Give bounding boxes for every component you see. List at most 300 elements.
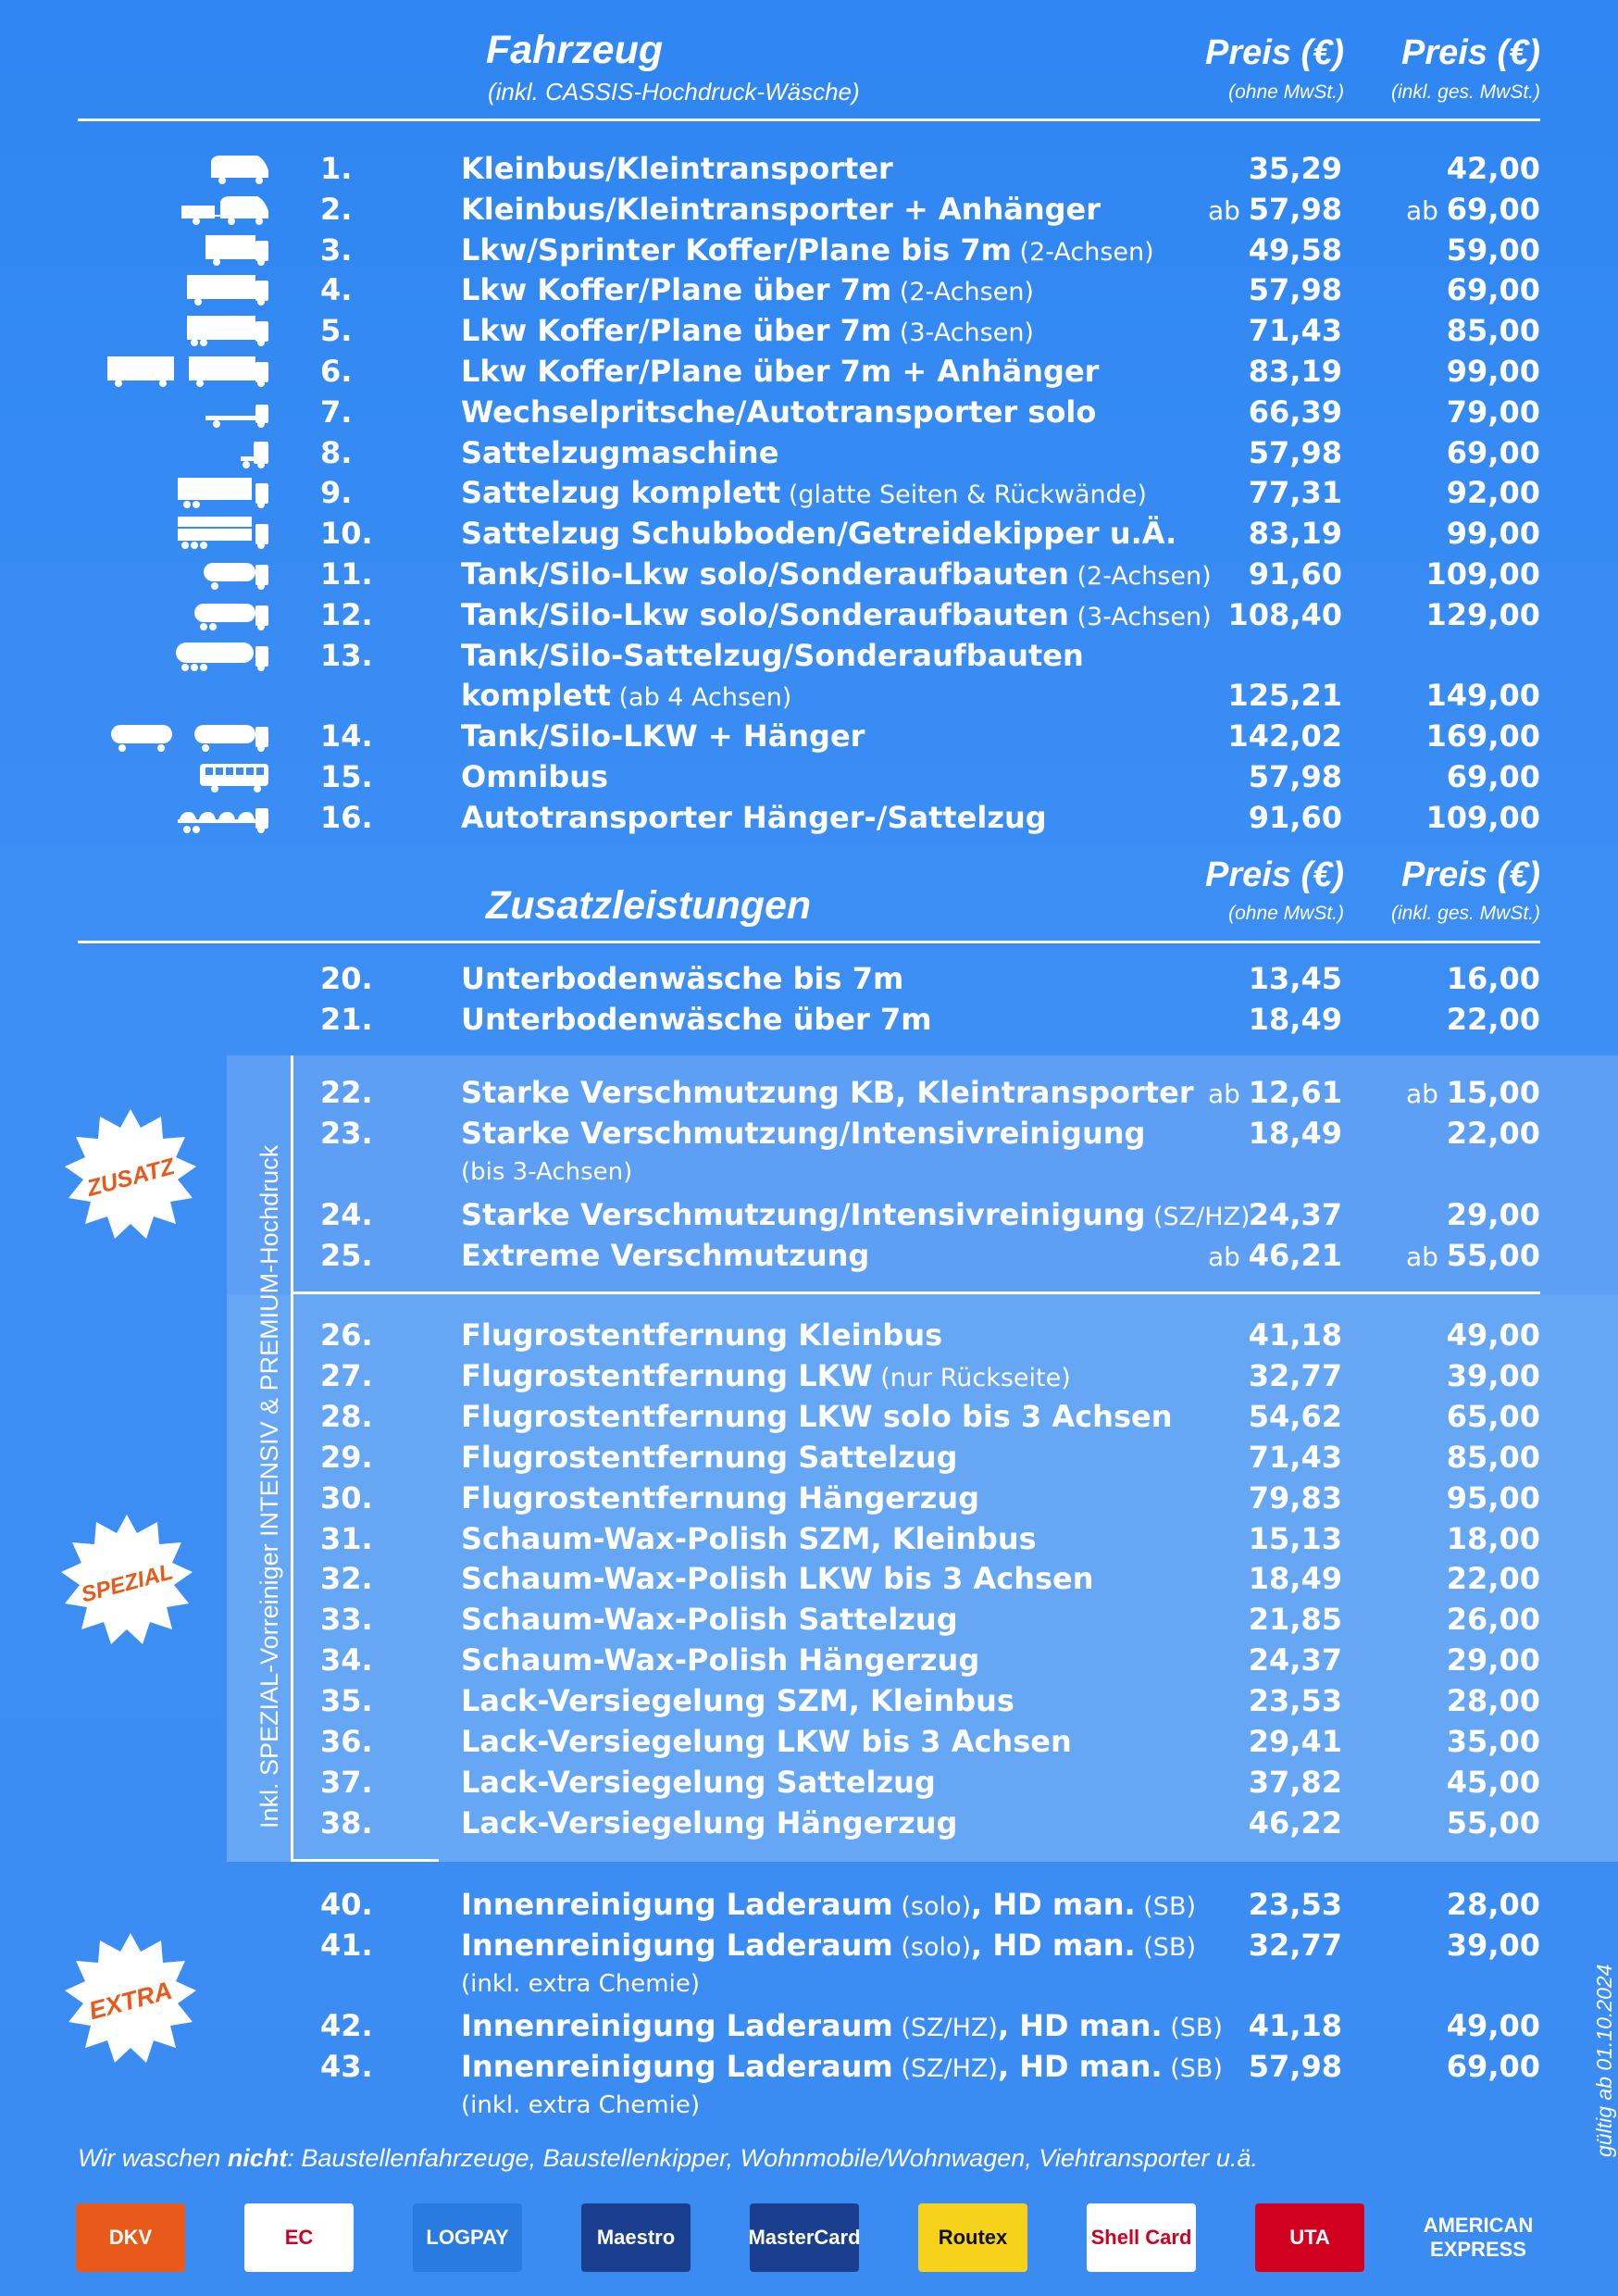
item-label: [461, 1599, 958, 1640]
price-net: [1228, 594, 1342, 635]
price-net: [1249, 472, 1342, 513]
ab-prefix: ab: [1405, 1079, 1447, 1109]
van-trailer-icon: [85, 191, 270, 231]
price-net: [1208, 189, 1342, 231]
section-subtitle-fahrzeug: (inkl. CASSIS-Hochdruck-Wäsche): [488, 78, 860, 106]
price-gross: [1447, 999, 1540, 1040]
price-gross: [1447, 392, 1540, 432]
price-net-value: 49,58: [1248, 232, 1342, 268]
item-label-text: komplett: [461, 678, 611, 713]
payment-logo-uta: UTA: [1255, 2203, 1364, 2272]
item-label: [461, 351, 1099, 392]
item-number: 1.: [320, 151, 353, 186]
price-gross: [1447, 1640, 1540, 1680]
price-row: [0, 1315, 1618, 1355]
item-label-text-2: , HD man.: [971, 1928, 1136, 1963]
item-number: 27.: [320, 1358, 373, 1393]
price-gross: [1447, 1194, 1540, 1235]
price-row: [0, 1194, 1618, 1235]
item-number: 13.: [320, 638, 373, 673]
item-number: 36.: [320, 1724, 373, 1759]
price-net-value: 23,53: [1248, 1683, 1342, 1718]
price-net: [1208, 1072, 1342, 1115]
price-net-value: 15,13: [1248, 1521, 1342, 1556]
price-net-value: 21,85: [1248, 1602, 1342, 1637]
price-gross: [1447, 1803, 1540, 1843]
price-gross: [1447, 1478, 1540, 1518]
price-row: [0, 958, 1618, 999]
item-label-text: Flugrostentfernung Hängerzug: [461, 1480, 980, 1516]
item-label: [461, 1315, 942, 1355]
item-label: [461, 1518, 1037, 1559]
price-net: [1228, 675, 1342, 716]
ab-prefix: ab: [1405, 195, 1447, 226]
price-gross: [1447, 2005, 1540, 2046]
item-label: [461, 1355, 1071, 1399]
price-net-value: 91,60: [1248, 556, 1342, 592]
ab-prefix: ab: [1207, 195, 1249, 226]
price-gross-value: 109,00: [1425, 800, 1540, 835]
price-net-value: 71,43: [1248, 1440, 1342, 1475]
price-gross: [1426, 554, 1540, 594]
price-gross-value: 65,00: [1446, 1399, 1540, 1434]
truck-trailer-icon: [85, 353, 270, 393]
item-label: [461, 1113, 1145, 1154]
item-number: 24.: [320, 1197, 373, 1232]
price-net-value: 46,22: [1248, 1805, 1342, 1841]
zusatz-badge: [61, 1107, 200, 1246]
item-number: 42.: [320, 2008, 373, 2043]
item-label: [461, 189, 1101, 230]
item-label-text: Autotransporter Hänger-/Sattelzug: [461, 800, 1047, 835]
item-label-text: Schaum-Wax-Polish SZM, Kleinbus: [461, 1521, 1037, 1556]
item-label: [461, 1762, 936, 1803]
item-note: (2-Achsen): [891, 278, 1034, 306]
item-note: (3-Achsen): [1068, 603, 1212, 631]
price-gross: [1426, 797, 1540, 838]
price-net-value: 32,77: [1248, 1928, 1342, 1963]
price-net: [1249, 999, 1342, 1040]
item-number: 33.: [320, 1602, 373, 1637]
divider-zusatz: [78, 941, 1540, 943]
item-label-text: Lack-Versiegelung SZM, Kleinbus: [461, 1683, 1014, 1718]
price-gross: [1447, 472, 1540, 513]
item-label: [461, 230, 1154, 273]
price-net: [1249, 1355, 1342, 1396]
price-row: [0, 1355, 1618, 1396]
item-note: (SZ/HZ): [892, 2054, 998, 2083]
price-gross: [1447, 148, 1540, 189]
item-label-text: Sattelzugmaschine: [461, 435, 779, 470]
price-row: [0, 1925, 1618, 1965]
item-subline: (inkl. extra Chemie): [461, 2091, 700, 2119]
item-note-2: (SB): [1162, 2054, 1223, 2083]
payment-logo-shell-card: Shell Card: [1087, 2203, 1196, 2272]
price-gross-value: 26,00: [1446, 1602, 1540, 1637]
item-label: [461, 2005, 1223, 2049]
item-number: 34.: [320, 1642, 373, 1678]
price-net-value: 18,49: [1248, 1116, 1342, 1151]
item-label-text: Starke Verschmutzung KB, Kleintransporter: [461, 1075, 1194, 1110]
price-gross: [1447, 310, 1540, 351]
item-number: 32.: [320, 1561, 373, 1596]
item-label: [461, 1396, 1172, 1437]
item-label: [461, 756, 608, 797]
payment-logo-ec: EC: [244, 2203, 354, 2272]
price-gross-value: 18,00: [1446, 1521, 1540, 1556]
item-label-text: Tank/Silo-Lkw solo/Sonderaufbauten: [461, 597, 1069, 632]
price-gross: [1447, 1925, 1540, 1965]
price-gross: [1447, 1396, 1540, 1437]
item-number: 40.: [320, 1887, 373, 1922]
item-note-2: (SB): [1135, 1933, 1196, 1962]
item-note: (nur Rückseite): [872, 1364, 1071, 1392]
item-label: [461, 1721, 1072, 1762]
price-row: [0, 1518, 1618, 1559]
item-label: [461, 269, 1034, 313]
price-gross: [1447, 756, 1540, 797]
item-label-text: Schaum-Wax-Polish LKW bis 3 Achsen: [461, 1561, 1094, 1596]
price-net: [1249, 230, 1342, 270]
item-label-text: Sattelzug komplett: [461, 475, 781, 510]
price-net: [1249, 148, 1342, 189]
item-label-text: Lkw Koffer/Plane über 7m: [461, 313, 892, 348]
item-number: 4.: [320, 272, 353, 307]
item-number: 23.: [320, 1116, 373, 1151]
validity-note: gültig ab 01.10.2024: [1592, 1964, 1616, 2157]
item-label-text: Omnibus: [461, 759, 609, 794]
price-net-value: 32,77: [1248, 1358, 1342, 1393]
item-label-text: Flugrostentfernung Sattelzug: [461, 1440, 958, 1475]
footer-emphasis: nicht: [227, 2144, 288, 2172]
price-gross: [1447, 2046, 1540, 2087]
price-net-value: 23,53: [1248, 1887, 1342, 1922]
item-number: 26.: [320, 1317, 373, 1353]
item-note: (2-Achsen): [1068, 562, 1212, 591]
col1-title-2: Preis (€): [1205, 855, 1344, 894]
price-net: [1249, 756, 1342, 797]
price-net: [1249, 2046, 1342, 2087]
price-gross: [1447, 1721, 1540, 1762]
item-label: [461, 432, 778, 473]
tractor-unit-icon: [85, 434, 270, 475]
price-net-value: 57,98: [1248, 435, 1342, 470]
item-label-text-2: , HD man.: [971, 1887, 1136, 1922]
tank-truck-trailer-icon: [85, 718, 270, 758]
section-title-zusatz: Zusatzleistungen: [486, 883, 812, 928]
item-label: [461, 1884, 1196, 1928]
price-gross-value: 29,00: [1446, 1642, 1540, 1678]
price-gross-value: 29,00: [1446, 1197, 1540, 1232]
item-label: [461, 1803, 957, 1843]
price-gross: [1426, 716, 1540, 756]
price-row: [0, 1396, 1618, 1437]
item-label: [461, 716, 865, 756]
price-net: [1249, 1721, 1342, 1762]
item-label-text: Unterbodenwäsche über 7m: [461, 1002, 932, 1037]
box-truck-3axle-icon: [85, 312, 270, 353]
box-truck-icon: [85, 271, 270, 312]
price-gross-value: 69,00: [1446, 272, 1540, 307]
price-net: [1249, 351, 1342, 392]
price-gross: [1447, 1518, 1540, 1559]
price-gross: [1406, 1235, 1540, 1278]
price-net: [1249, 392, 1342, 432]
price-row: [0, 1437, 1618, 1478]
price-net-value: 66,39: [1248, 394, 1342, 430]
price-gross: [1447, 1437, 1540, 1478]
item-number: 41.: [320, 1928, 373, 1963]
tank-truck-icon: [85, 555, 270, 596]
spezial-badge-text: SPEZIAL: [78, 1559, 176, 1608]
price-net: [1249, 1518, 1342, 1559]
price-gross: [1447, 1599, 1540, 1640]
price-net: [1249, 1558, 1342, 1599]
price-gross-value: 59,00: [1446, 232, 1540, 268]
item-number: 14.: [320, 718, 373, 754]
item-number: 7.: [320, 394, 353, 430]
item-label: [461, 1072, 1194, 1113]
price-gross: [1447, 269, 1540, 310]
price-net: [1249, 513, 1342, 554]
item-label-text: Wechselpritsche/Autotransporter solo: [461, 394, 1097, 430]
price-gross-value: 99,00: [1446, 516, 1540, 551]
col2-title: Preis (€): [1401, 33, 1540, 72]
item-label: [461, 310, 1034, 354]
item-label-text: Extreme Verschmutzung: [461, 1238, 870, 1273]
item-label: [461, 392, 1096, 432]
price-net: [1249, 269, 1342, 310]
item-number: 3.: [320, 232, 353, 268]
item-label-text-2: , HD man.: [997, 2049, 1163, 2084]
price-net-value: 18,49: [1248, 1002, 1342, 1037]
item-label: [461, 797, 1047, 838]
price-net-value: 79,83: [1248, 1480, 1342, 1516]
item-subline: (inkl. extra Chemie): [461, 1970, 700, 1998]
spezial-badge: [57, 1513, 196, 1652]
ab-prefix: ab: [1207, 1079, 1249, 1109]
price-gross-value: 95,00: [1446, 1480, 1540, 1516]
car-transporter-icon: [85, 799, 270, 840]
price-gross-value: 69,00: [1446, 2049, 1540, 2084]
item-label-text: Lkw/Sprinter Koffer/Plane bis 7m: [461, 232, 1012, 268]
price-net-value: 77,31: [1248, 475, 1342, 510]
item-label-text: Lack-Versiegelung Sattelzug: [461, 1765, 936, 1800]
price-net-value: 91,60: [1248, 800, 1342, 835]
price-net-value: 83,19: [1248, 354, 1342, 389]
item-label-text: Schaum-Wax-Polish Hängerzug: [461, 1642, 980, 1678]
price-net-value: 13,45: [1248, 961, 1342, 996]
item-note: (3-Achsen): [891, 318, 1034, 347]
col2-subtitle-2: (inkl. ges. MwSt.): [1390, 903, 1540, 924]
price-net: [1249, 1478, 1342, 1518]
item-label-text: Kleinbus/Kleintransporter: [461, 151, 893, 186]
price-net-value: 57,98: [1248, 192, 1342, 227]
price-net-value: 29,41: [1248, 1724, 1342, 1759]
footer-rest: : Baustellenfahrzeuge, Baustellenkipper, Wohnmobile/Wohnwagen, Viehtransporter u.ä.: [287, 2144, 1258, 2172]
price-gross-value: 42,00: [1446, 151, 1540, 186]
price-gross-value: 149,00: [1425, 678, 1540, 713]
price-net-value: 142,02: [1227, 718, 1342, 754]
price-row: [0, 1113, 1618, 1154]
price-net: [1249, 554, 1342, 594]
item-number: 6.: [320, 354, 353, 389]
price-gross-value: 129,00: [1425, 597, 1540, 632]
price-net: [1249, 2005, 1342, 2046]
price-gross: [1447, 1315, 1540, 1355]
price-row: [0, 2046, 1618, 2087]
panel-bottom-divider: [291, 1859, 439, 1862]
item-number: 25.: [320, 1238, 373, 1273]
price-net: [1249, 1396, 1342, 1437]
price-row: [0, 1762, 1618, 1803]
item-note: (SZ/HZ): [892, 2014, 998, 2042]
price-gross-value: 92,00: [1446, 475, 1540, 510]
item-label: [461, 1925, 1196, 1968]
price-row: [0, 1235, 1618, 1276]
payment-logo-logpay: LOGPAY: [413, 2203, 522, 2272]
col1-subtitle: (ohne MwSt.): [1228, 81, 1344, 103]
item-label-text: Sattelzug Schubboden/Getreidekipper u.Ä.: [461, 516, 1177, 551]
price-row: [0, 1478, 1618, 1518]
price-gross: [1447, 513, 1540, 554]
item-number: 16.: [320, 800, 373, 835]
price-net-value: 125,21: [1227, 678, 1342, 713]
price-net-value: 35,29: [1248, 151, 1342, 186]
semi-truck-icon: [85, 474, 270, 515]
item-note: (solo): [892, 1933, 972, 1962]
item-note-2: (SB): [1162, 2014, 1223, 2042]
extra-badge-text: EXTRA: [85, 1976, 176, 2026]
vorreiniger-note: Inkl. SPEZIAL-Vorreiniger INTENSIV & PREMIUM-Hochdruck: [255, 1144, 283, 1828]
price-net-value: 57,98: [1248, 759, 1342, 794]
item-label-text: Flugrostentfernung Kleinbus: [461, 1317, 943, 1353]
price-gross: [1447, 351, 1540, 392]
price-gross-value: 39,00: [1446, 1928, 1540, 1963]
panel-divider: [291, 1292, 1540, 1294]
footer-prefix: Wir waschen: [78, 2144, 228, 2172]
item-label-text: Innenreinigung Laderaum: [461, 2049, 893, 2084]
payment-logo-routex: Routex: [918, 2203, 1027, 2272]
item-subline: (bis 3-Achsen): [461, 1158, 633, 1186]
price-net-value: 83,19: [1248, 516, 1342, 551]
item-number: 11.: [320, 556, 373, 592]
item-number: 10.: [320, 516, 373, 551]
flatbed-icon: [85, 393, 270, 434]
item-note: (solo): [892, 1892, 972, 1921]
item-label: [461, 1235, 869, 1276]
price-net: [1249, 958, 1342, 999]
item-label: [461, 675, 791, 718]
van-icon: [85, 150, 270, 191]
item-number: 22.: [320, 1075, 373, 1110]
item-note: (ab 4 Achsen): [610, 683, 792, 712]
price-net-value: 24,37: [1248, 1197, 1342, 1232]
item-label: [461, 1640, 979, 1680]
price-net-value: 46,21: [1248, 1238, 1342, 1273]
price-net: [1249, 1762, 1342, 1803]
item-label-text: Tank/Silo-LKW + Hänger: [461, 718, 865, 754]
item-note-2: (SB): [1135, 1892, 1196, 1921]
item-label-text: Innenreinigung Laderaum: [461, 2008, 893, 2043]
price-net-value: 108,40: [1227, 597, 1342, 632]
footer-note: [78, 2144, 1258, 2173]
price-gross: [1447, 1884, 1540, 1925]
bus-icon: [85, 758, 270, 799]
price-net: [1249, 1315, 1342, 1355]
item-number: 37.: [320, 1765, 373, 1800]
item-label-text: Schaum-Wax-Polish Sattelzug: [461, 1602, 958, 1637]
item-number: 35.: [320, 1683, 373, 1718]
price-gross: [1447, 432, 1540, 473]
tank-truck-3axle-icon: [85, 596, 270, 637]
item-label: [461, 1478, 979, 1518]
item-number: 5.: [320, 313, 353, 348]
item-label-text: Starke Verschmutzung/Intensivreinigung: [461, 1197, 1146, 1232]
price-row: [0, 1599, 1618, 1640]
item-note: (glatte Seiten & Rückwände): [780, 480, 1147, 509]
item-note: (SZ/HZ): [1145, 1203, 1251, 1231]
price-gross-value: 69,00: [1446, 192, 1540, 227]
price-net: [1249, 1437, 1342, 1478]
price-gross: [1447, 1680, 1540, 1721]
item-label: [461, 999, 932, 1040]
item-number: 21.: [320, 1002, 373, 1037]
price-gross: [1406, 1072, 1540, 1115]
item-label: [461, 148, 893, 189]
price-row: [0, 1640, 1618, 1680]
price-gross: [1447, 230, 1540, 270]
price-gross: [1447, 958, 1540, 999]
price-row: [0, 1884, 1618, 1925]
price-gross-value: 79,00: [1446, 394, 1540, 430]
price-gross: [1447, 1113, 1540, 1154]
price-gross-value: 69,00: [1446, 759, 1540, 794]
price-net: [1249, 1680, 1342, 1721]
tipper-semi-icon: [85, 515, 270, 555]
price-gross-value: 109,00: [1425, 556, 1540, 592]
item-label-text: Innenreinigung Laderaum: [461, 1887, 893, 1922]
price-gross-value: 99,00: [1446, 354, 1540, 389]
price-gross-value: 22,00: [1446, 1116, 1540, 1151]
item-label: [461, 958, 903, 999]
price-net-value: 37,82: [1248, 1765, 1342, 1800]
item-number: 9.: [320, 475, 353, 510]
price-net: [1249, 310, 1342, 351]
price-net-value: 54,62: [1248, 1399, 1342, 1434]
item-label-text: Starke Verschmutzung/Intensivreinigung: [461, 1116, 1146, 1151]
ab-prefix: ab: [1405, 1242, 1447, 1272]
price-row: [0, 1721, 1618, 1762]
payment-logo-american-express: AMERICAN EXPRESS: [1424, 2203, 1533, 2272]
extra-badge: [61, 1931, 200, 2070]
ab-prefix: ab: [1207, 1242, 1249, 1272]
price-net-value: 57,98: [1248, 2049, 1342, 2084]
price-gross-value: 28,00: [1446, 1683, 1540, 1718]
price-net: [1249, 1884, 1342, 1925]
col2-subtitle: (inkl. ges. MwSt.): [1390, 81, 1540, 103]
item-number: 12.: [320, 597, 373, 632]
item-label: [461, 1558, 1094, 1599]
item-note: (2-Achsen): [1011, 238, 1154, 267]
price-gross-value: 85,00: [1446, 1440, 1540, 1475]
price-row: [0, 675, 1618, 716]
item-label: [461, 2046, 1223, 2090]
price-net-value: 12,61: [1248, 1075, 1342, 1110]
item-number: 28.: [320, 1399, 373, 1434]
price-gross-value: 49,00: [1446, 2008, 1540, 2043]
price-net-value: 24,37: [1248, 1642, 1342, 1678]
